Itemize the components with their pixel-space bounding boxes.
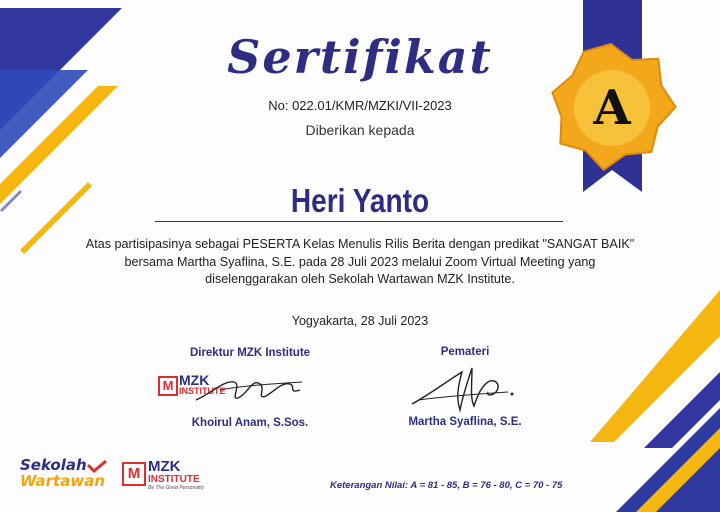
mzk-stamp-mark: M [158,376,178,396]
mzk-logo-name: MZK [148,458,181,475]
sekolah-logo-line2: Wartawan [20,472,105,490]
signature-2 [408,360,528,416]
certificate-number: No: 022.01/KMR/MZKI/VII-2023 [268,98,452,113]
signatory-2-name: Martha Syaflina, S.E. [408,416,522,428]
sekolah-logo-line1: Sekolah [20,456,87,474]
certificate-body: Atas partisipasinya sebagai PESERTA Kelas Menulis Rilis Berita dengan predikat "SANGAT BAIK" bersama Martha Syaflina, S.E. pada 28 Juli 2023 melalui Zoom Virtual Meeting yang diselenggarakan oleh Sekolah Wartawan MZK Institute. [85,237,635,286]
given-to-label: Diberikan kepada [305,122,415,138]
check-icon [86,459,108,473]
mzk-institute-logo [122,456,222,492]
mzk-stamp-sub: INSTITUTE [179,386,226,396]
name-underline [155,221,563,222]
mzk-logo-mark: M [122,462,146,486]
signatory-2-role: Pemateri [440,346,490,358]
signatory-1-name: Khoirul Anam, S.Sos. [191,417,309,429]
signatory-1-role: Direktur MZK Institute [189,347,311,359]
certificate-title: Sertifikat [227,30,493,84]
mzk-logo-sub: INSTITUTE [148,474,200,485]
mzk-stamp-name: MZK [179,372,210,388]
grade-legend: Keterangan Nilai: A = 81 - 85, B = 76 - 80, C = 70 - 75 [330,480,563,491]
signature-1 [190,360,310,412]
mzk-logo-tagline: Be The Great Personality [148,485,205,491]
recipient-name: Heri Yanto [290,182,430,219]
place-date: Yogyakarta, 28 Juli 2023 [291,314,429,328]
grade-letter: A [593,80,631,136]
